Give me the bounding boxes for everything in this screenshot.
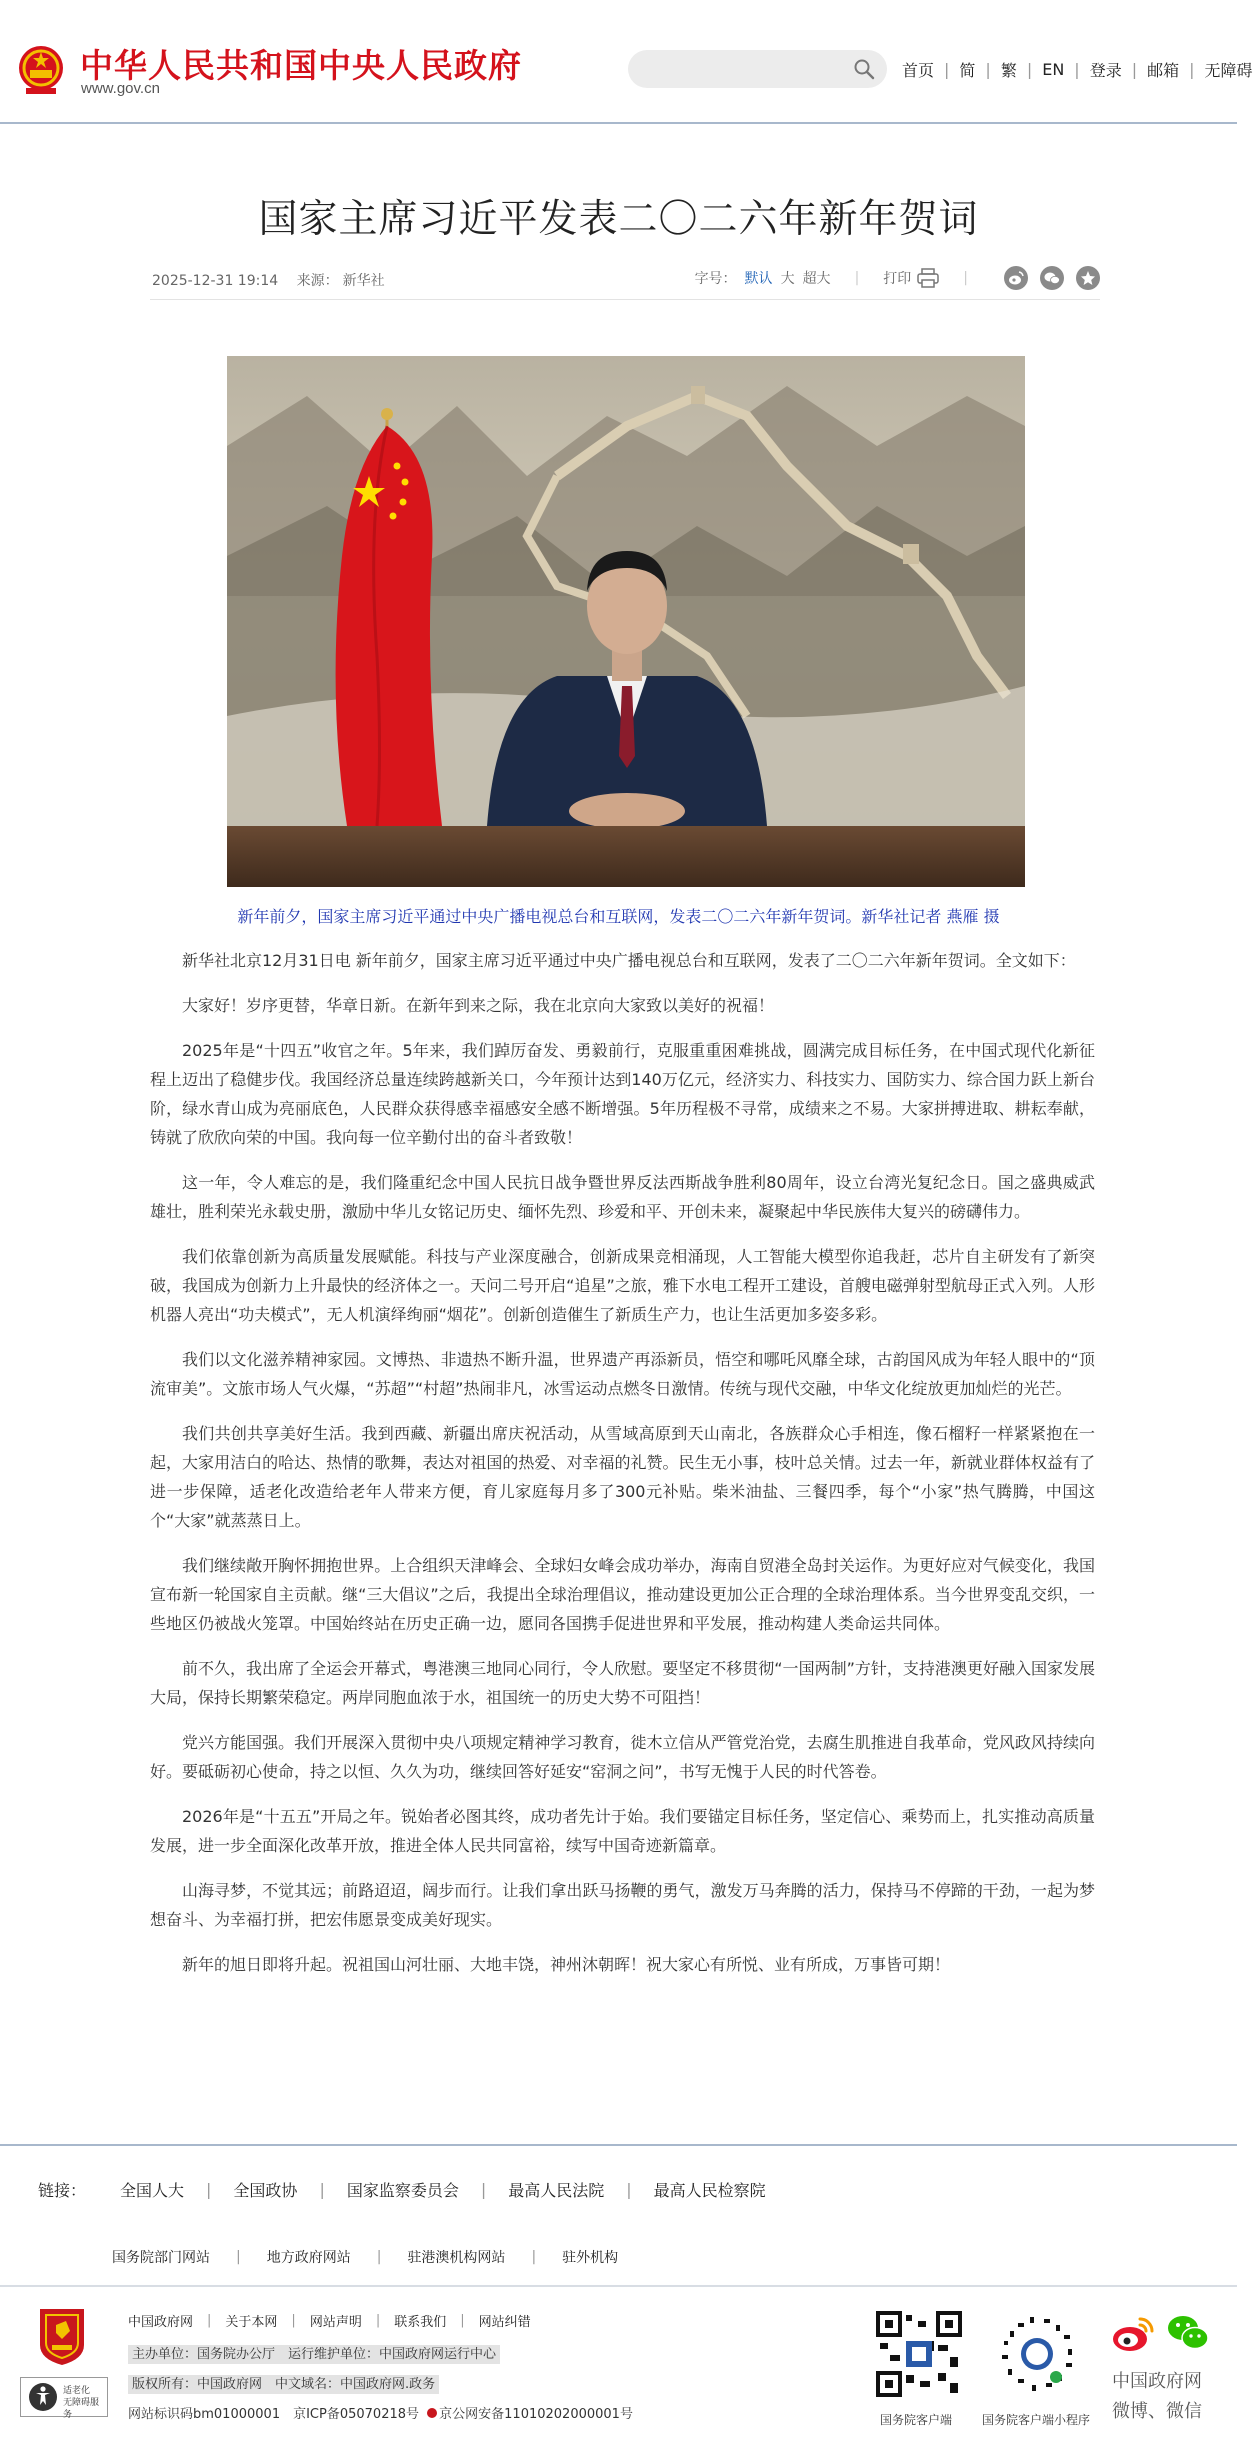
great-wall-painting-image bbox=[227, 356, 1025, 887]
search-icon[interactable] bbox=[853, 58, 875, 80]
nav-divider: | bbox=[1026, 60, 1033, 79]
weibo-share-icon[interactable] bbox=[1004, 266, 1028, 290]
link-divider: | bbox=[626, 2180, 632, 2199]
link-supreme-court[interactable]: 最高人民法院 bbox=[508, 2181, 605, 2200]
nav-accessibility[interactable]: 无障碍 bbox=[1204, 61, 1253, 80]
article-paragraph: 2025年是“十四五”收官之年。5年来，我们踔厉奋发、勇毅前行，克服重重困难挑战，圆满完成目标任务，在中国式现代化新征程上迈出了稳健步伐。我国经济总量连续跨越新关口，今年预计达到140万亿元，经济实力、科技实力、国防实力、综合国力跃上新台阶，绿水青山成为亮丽底色，人民群众获得感幸福感安全感不断增强。5年历程极不寻常，成绩来之不易。大家拼搏进取、耕耘奉献，铸就了欣欣向荣的中国。我向每一位辛勤付出的奋斗者致敬！ bbox=[150, 1041, 1095, 1147]
article-photo bbox=[227, 356, 1025, 887]
article-paragraph: 我们继续敞开胸怀拥抱世界。上合组织天津峰会、全球妇女峰会成功举办，海南自贸港全岛封关运作。为更好应对气候变化，我国宣布新一轮国家自主贡献。继“三大倡议”之后，我提出全球治理倡议，推动建设更加公正合理的全球治理体系。当今世界变乱交织，一些地区仍被战火笼罩。中国始终站在历史正确一边，愿同各国携手促进世界和平发展，推动构建人类命运共同体。 bbox=[150, 1556, 1095, 1633]
link-divider: | bbox=[480, 2180, 487, 2199]
link-divider: | bbox=[236, 2249, 241, 2265]
footer-nav-correction[interactable]: 网站纠错 bbox=[478, 2315, 531, 2330]
link-hk-macao[interactable]: 驻港澳机构网站 bbox=[407, 2250, 506, 2266]
nav-mail[interactable]: 邮箱 bbox=[1147, 61, 1180, 80]
footer-nav-divider: | bbox=[460, 2313, 465, 2328]
qr-label-miniprogram: 国务院客户端小程序 bbox=[982, 2413, 1091, 2427]
link-departments[interactable]: 国务院部门网站 bbox=[112, 2250, 210, 2266]
footer-nav-divider: | bbox=[291, 2313, 296, 2328]
link-local-gov[interactable]: 地方政府网站 bbox=[266, 2250, 351, 2266]
article-paragraph: 2026年是“十五五”开局之年。锐始者必图其终，成功者先计于始。我们要锚定目标任务，坚定信心、乘势而上，扎实推动高质量发展，进一步全面深化改革开放，推进全体人民共同富裕，续写中国奇迹新篇章。 bbox=[150, 1807, 1095, 1855]
footer-copyright bbox=[128, 2373, 439, 2392]
favorite-star-icon[interactable] bbox=[1076, 266, 1100, 290]
article-source: 新华社 bbox=[342, 273, 385, 289]
nav-english[interactable]: EN bbox=[1042, 60, 1065, 79]
meta-divider: | bbox=[854, 270, 860, 286]
article-paragraph: 我们共创共享美好生活。我到西藏、新疆出席庆祝活动，从雪域高原到天山南北，各族群众心手相连，像石榴籽一样紧紧抱在一起，大家用洁白的哈达、热情的歌舞，表达对祖国的热爱、对幸福的礼赞。民生无小事，枝叶总关情。过去一年，新就业群体权益有了进一步保障，适老化改造给老年人带来方便，育儿家庭每月多了300元补贴。柴米油盐、三餐四季，每个“小家”热气腾腾，中国这个“大家”就蒸蒸日上。 bbox=[150, 1424, 1095, 1530]
article-body bbox=[150, 946, 1095, 1995]
article-date: 2025-12-31 19:14 bbox=[152, 273, 279, 289]
links-label: 链接： bbox=[38, 2181, 87, 2200]
article-paragraph: 大家好！岁序更替，华章日新。在新年到来之际，我在北京向大家致以美好的祝福！ bbox=[182, 996, 775, 1015]
site-header bbox=[0, 0, 1253, 124]
article-paragraph: 我们以文化滋养精神家园。文博热、非遗热不断升温，世界遗产再添新员，悟空和哪吒风靡全球，古韵国风成为年轻人眼中的“顶流审美”。文旅市场人气火爆，“苏超”“村超”热闹非凡，冰雪运动点燃冬日激情。传统与现代交融，中华文化绽放更加灿烂的光芒。 bbox=[150, 1350, 1095, 1398]
font-size-xlarge[interactable]: 超大 bbox=[802, 271, 831, 287]
nav-traditional[interactable]: 繁 bbox=[1000, 61, 1017, 80]
article-paragraph: 山海寻梦，不觉其远；前路迢迢，阔步而行。让我们拿出跃马扬鞭的勇气，激发万马奔腾的活力，保持马不停蹄的干劲，一起为梦想奋斗、为幸福打拼，把宏伟愿景变成美好现实。 bbox=[150, 1881, 1095, 1929]
footer-bottom bbox=[0, 2285, 1237, 2456]
link-divider: | bbox=[376, 2249, 382, 2265]
nav-divider: | bbox=[1189, 60, 1195, 79]
footer-nav-divider: | bbox=[375, 2313, 381, 2328]
meta-divider: | bbox=[963, 270, 968, 286]
national-emblem-icon[interactable] bbox=[16, 42, 66, 98]
nav-divider: | bbox=[1131, 60, 1138, 79]
source-label: 来源： bbox=[296, 273, 339, 289]
print-icon[interactable] bbox=[917, 268, 939, 288]
police-record[interactable]: 京公网安备11010202000001号 bbox=[439, 2407, 633, 2422]
icp-text[interactable]: 网站标识码bm01000001 京ICP备05070218号 bbox=[128, 2407, 420, 2422]
photo-caption: 新年前夕，国家主席习近平通过中央广播电视总台和互联网，发表二〇二六年新年贺词。新华社记者 燕雁 摄 bbox=[237, 907, 1000, 926]
article-paragraph: 新华社北京12月31日电 新年前夕，国家主席习近平通过中央广播电视总台和互联网，发表了二〇二六年新年贺词。全文如下： bbox=[182, 951, 1076, 970]
app-qr-code-icon bbox=[876, 2311, 962, 2397]
police-badge-icon bbox=[427, 2408, 437, 2418]
footer-divider bbox=[0, 2144, 1237, 2146]
footer-links bbox=[38, 2178, 766, 2201]
nav-home[interactable]: 首页 bbox=[902, 61, 935, 80]
nav-divider: | bbox=[985, 60, 991, 79]
party-organ-logo-icon[interactable] bbox=[36, 2307, 88, 2367]
article-meta bbox=[150, 268, 1100, 300]
miniprogram-qr-code-icon bbox=[994, 2311, 1080, 2397]
article-paragraph: 这一年，令人难忘的是，我们隆重纪念中国人民抗日战争暨世界反法西斯战争胜利80周年，设立台湾光复纪念日。国之盛典威武雄壮，胜利荣光永载史册，激励中华儿女铭记历史、缅怀先烈、珍爱和平、开创未来，凝聚起中华民族伟大复兴的磅礴伟力。 bbox=[150, 1173, 1095, 1221]
nav-simplified[interactable]: 简 bbox=[959, 61, 976, 80]
search-input[interactable] bbox=[628, 50, 887, 88]
copyright-text: 版权所有：中国政府网 中文域名：中国政府网.政务 bbox=[128, 2375, 439, 2394]
social-subtitle: 微博、微信 bbox=[1112, 2401, 1202, 2422]
print-button[interactable]: 打印 bbox=[883, 271, 912, 287]
elderly-accessibility-badge[interactable] bbox=[20, 2377, 108, 2420]
font-size-label: 字号： bbox=[694, 271, 737, 287]
nav-divider: | bbox=[1074, 60, 1080, 79]
wechat-icon[interactable] bbox=[1166, 2313, 1210, 2353]
footer-nav-about[interactable]: 关于本网 bbox=[225, 2315, 278, 2330]
footer-nav-divider: | bbox=[207, 2313, 212, 2328]
link-overseas[interactable]: 驻外机构 bbox=[562, 2250, 619, 2266]
site-url[interactable]: www.gov.cn bbox=[81, 80, 160, 97]
article-title: 国家主席习近平发表二〇二六年新年贺词 bbox=[258, 197, 979, 242]
wechat-share-icon[interactable] bbox=[1040, 266, 1064, 290]
site-title[interactable]: 中华人民共和国中央人民政府 bbox=[80, 46, 522, 85]
link-procuratorate[interactable]: 最高人民检察院 bbox=[653, 2181, 766, 2200]
access-badge-line2: 无障碍服务 bbox=[63, 2398, 100, 2420]
article-paragraph: 新年的旭日即将升起。祝祖国山河壮丽、大地丰饶，神州沐朝晖！祝大家心有所悦、业有所成，万事皆可期！ bbox=[182, 1955, 951, 1974]
footer-site-links bbox=[112, 2247, 618, 2267]
link-npc[interactable]: 全国人大 bbox=[120, 2181, 185, 2200]
article-paragraph: 党兴方能国强。我们开展深入贯彻中央八项规定精神学习教育，徙木立信从严管党治党，去腐生肌推进自我革命，党风政风持续向好。要砥砺初心使命，持之以恒、久久为功，继续回答好延安“窑洞之问”，书写无愧于人民的时代答卷。 bbox=[150, 1733, 1095, 1781]
article-paragraph: 我们依靠创新为高质量发展赋能。科技与产业深度融合，创新成果竞相涌现，人工智能大模型你追我赶，芯片自主研发有了新突破，我国成为创新力上升最快的经济体之一。天问二号开启“追星”之旅，雅下水电工程开工建设，首艘电磁弹射型航母正式入列。人形机器人亮出“功夫模式”，无人机演绎绚丽“烟花”。创新创造催生了新质生产力，也让生活更加多姿多彩。 bbox=[150, 1247, 1095, 1324]
link-cppcc[interactable]: 全国政协 bbox=[233, 2181, 298, 2200]
link-divider: | bbox=[206, 2180, 212, 2199]
weibo-icon[interactable] bbox=[1110, 2315, 1156, 2353]
link-divider: | bbox=[319, 2180, 325, 2199]
footer-icp bbox=[128, 2403, 633, 2422]
accessibility-icon bbox=[27, 2381, 59, 2413]
article-paragraph: 前不久，我出席了全运会开幕式，粤港澳三地同心同行，令人欣慰。要坚定不移贯彻“一国两制”方针，支持港澳更好融入国家发展大局，保持长期繁荣稳定。两岸同胞血浓于水，祖国统一的历史大势不可阻挡！ bbox=[150, 1659, 1095, 1707]
footer-nav-contact[interactable]: 联系我们 bbox=[394, 2315, 447, 2330]
social-title: 中国政府网 bbox=[1112, 2371, 1202, 2392]
qr-label-app: 国务院客户端 bbox=[880, 2413, 953, 2427]
link-supervision[interactable]: 国家监察委员会 bbox=[346, 2181, 459, 2200]
top-nav bbox=[902, 58, 1253, 81]
font-size-default[interactable]: 默认 bbox=[744, 271, 773, 287]
footer-nav-home[interactable]: 中国政府网 bbox=[128, 2315, 194, 2330]
nav-divider: | bbox=[944, 60, 950, 79]
font-size-large[interactable]: 大 bbox=[780, 271, 795, 287]
nav-login[interactable]: 登录 bbox=[1089, 61, 1122, 80]
link-divider: | bbox=[531, 2249, 537, 2265]
sponsor-text: 主办单位：国务院办公厅 运行维护单位：中国政府网运行中心 bbox=[128, 2345, 500, 2364]
access-badge-line1: 适老化 bbox=[63, 2386, 91, 2396]
footer-sponsor bbox=[128, 2343, 500, 2362]
footer-nav bbox=[128, 2311, 531, 2330]
footer-nav-statement[interactable]: 网站声明 bbox=[309, 2315, 362, 2330]
